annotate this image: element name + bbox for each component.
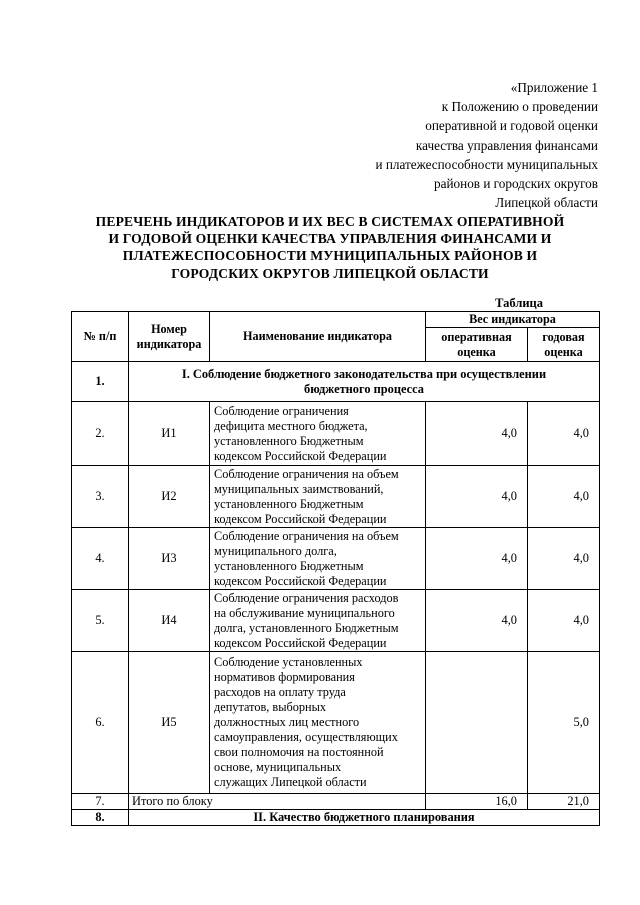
row-annual: 4,0 bbox=[528, 590, 600, 652]
title-line: ГОРОДСКИХ ОКРУГОВ ЛИПЕЦКОЙ ОБЛАСТИ bbox=[171, 265, 489, 281]
row-name: Соблюдение установленных нормативов формирования расходов на оплату труда депутатов, выборных должностных лиц местного самоуправления, осуществляющих свои полномочия на постоянной основе, муниципальных служащих Липецкой области bbox=[210, 652, 426, 794]
total-label: Итого по блоку bbox=[129, 794, 426, 810]
row-code: И1 bbox=[129, 402, 210, 466]
row-name: Соблюдение ограничения дефицита местного бюджета, установленного Бюджетным кодексом Российской Федерации bbox=[210, 402, 426, 466]
table-row bbox=[72, 528, 600, 590]
row-code: И5 bbox=[129, 652, 210, 794]
header-num: № п/п bbox=[72, 312, 129, 362]
total-annual: 21,0 bbox=[528, 794, 600, 810]
header-code: Номер индикатора bbox=[129, 312, 210, 362]
table-row bbox=[72, 466, 600, 528]
title-line: ПЕРЕЧЕНЬ ИНДИКАТОРОВ И ИХ ВЕС В СИСТЕМАХ ОПЕРАТИВНОЙ bbox=[95, 214, 565, 229]
section-title: I. Соблюдение бюджетного законодательства при осуществлении бюджетного процесса bbox=[129, 362, 600, 402]
total-operational: 16,0 bbox=[426, 794, 528, 810]
section-title: II. Качество бюджетного планирования bbox=[129, 810, 600, 826]
header-annual: годовая оценка bbox=[528, 328, 600, 362]
appendix-line: и платежеспособности муниципальных bbox=[375, 156, 598, 172]
title-line: ПЛАТЕЖЕСПОСОБНОСТИ МУНИЦИПАЛЬНЫХ РАЙОНОВ И bbox=[122, 248, 538, 264]
header-row bbox=[72, 312, 600, 328]
total-num: 7. bbox=[72, 794, 129, 810]
appendix-line: оперативной и годовой оценки bbox=[425, 118, 598, 134]
appendix-line: к Положению о проведении bbox=[441, 99, 598, 115]
header-weight: Вес индикатора bbox=[426, 312, 600, 328]
row-num: 2. bbox=[72, 402, 129, 466]
row-code: И3 bbox=[129, 528, 210, 590]
total-row bbox=[72, 794, 600, 810]
row-annual: 4,0 bbox=[528, 466, 600, 528]
row-name: Соблюдение ограничения расходов на обслуживание муниципального долга, установленного Бюджетным кодексом Российской Федерации bbox=[210, 590, 426, 652]
table-row bbox=[72, 402, 600, 466]
row-operational: 4,0 bbox=[426, 402, 528, 466]
document-title bbox=[60, 213, 600, 282]
row-annual: 4,0 bbox=[528, 402, 600, 466]
row-annual: 5,0 bbox=[528, 652, 600, 794]
appendix-line: Липецкой области bbox=[495, 195, 598, 211]
row-operational: 4,0 bbox=[426, 528, 528, 590]
row-operational: 4,0 bbox=[426, 590, 528, 652]
title-line: И ГОДОВОЙ ОЦЕНКИ КАЧЕСТВА УПРАВЛЕНИЯ ФИНАНСАМИ И bbox=[108, 231, 552, 247]
section-row bbox=[72, 810, 600, 826]
row-name: Соблюдение ограничения на объем муниципальных заимствований, установленного Бюджетным кодексом Российской Федерации bbox=[210, 466, 426, 528]
row-annual: 4,0 bbox=[528, 528, 600, 590]
header-operational: оперативная оценка bbox=[426, 328, 528, 362]
row-name: Соблюдение ограничения на объем муниципального долга, установленного Бюджетным кодексом Российской Федерации bbox=[210, 528, 426, 590]
row-num: 3. bbox=[72, 466, 129, 528]
row-code: И2 bbox=[129, 466, 210, 528]
section-num: 1. bbox=[72, 362, 129, 402]
header-name: Наименование индикатора bbox=[210, 312, 426, 362]
appendix-line: качества управления финансами bbox=[415, 137, 598, 153]
row-num: 6. bbox=[72, 652, 129, 794]
appendix-reference bbox=[376, 78, 598, 212]
section-row bbox=[72, 362, 600, 402]
appendix-line: «Приложение 1 bbox=[510, 80, 598, 95]
table-row bbox=[72, 590, 600, 652]
table-row bbox=[72, 652, 600, 794]
row-operational: 4,0 bbox=[426, 466, 528, 528]
indicators-table bbox=[71, 311, 600, 826]
row-num: 5. bbox=[72, 590, 129, 652]
section-num: 8. bbox=[72, 810, 129, 826]
appendix-line: районов и городских округов bbox=[434, 176, 598, 192]
row-num: 4. bbox=[72, 528, 129, 590]
row-code: И4 bbox=[129, 590, 210, 652]
row-operational bbox=[426, 652, 528, 794]
table-caption: Таблица bbox=[495, 296, 543, 310]
